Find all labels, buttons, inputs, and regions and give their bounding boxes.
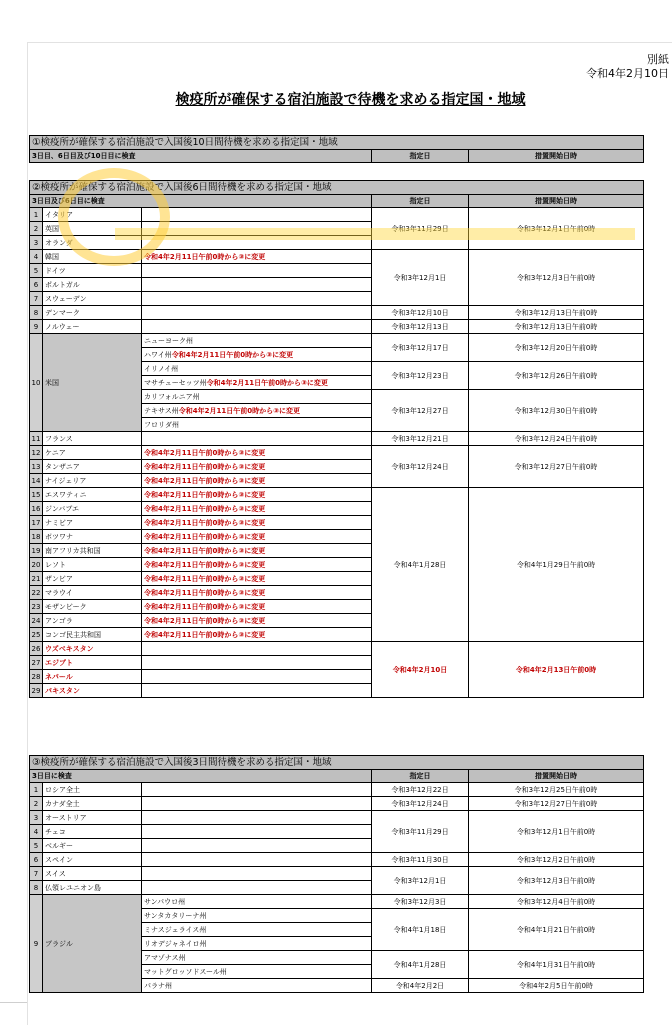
table-row: 26 ウズベキスタン 令和4年2月10日 令和4年2月13日午前0時 xyxy=(30,642,644,656)
table-row: アマゾナス州 令和4年1月28日 令和4年1月31日午前0時 xyxy=(30,951,644,965)
table-row: サンタカタリーナ州 令和4年1月18日 令和4年1月21日午前0時 xyxy=(30,909,644,923)
table-row: 1 ロシア全土 令和3年12月22日 令和3年12月25日午前0時 xyxy=(30,783,644,797)
table-row: テキサス州令和4年2月11日午前0時から③に変更 xyxy=(30,404,644,418)
table-row: 7 スウェーデン xyxy=(30,292,644,306)
table-row: 15 エスワティニ 令和4年2月11日午前0時から③に変更 令和4年1月28日 令和4年1月29日午前0時 xyxy=(30,488,644,502)
table-row: 18 ボツワナ 令和4年2月11日午前0時から③に変更 xyxy=(30,530,644,544)
section1-table xyxy=(29,135,644,163)
header-designated: 指定日 xyxy=(372,195,469,208)
header-designated: 指定日 xyxy=(372,770,469,783)
table-row: 12 ケニア 令和4年2月11日午前0時から③に変更 令和3年12月24日 令和3年12月27日午前0時 xyxy=(30,446,644,460)
table-row: 11 フランス 令和3年12月21日 令和3年12月24日午前0時 xyxy=(30,432,644,446)
section1-test-note: 3日目、6日目及び10日目に検査 xyxy=(30,150,372,163)
table-row: 7 スイス 令和3年12月1日 令和3年12月3日午前0時 xyxy=(30,867,644,881)
header-start: 措置開始日時 xyxy=(469,770,644,783)
table-row: 6 ポルトガル xyxy=(30,278,644,292)
table-row: 5 ドイツ xyxy=(30,264,644,278)
table-row: 20 レソト 令和4年2月11日午前0時から③に変更 xyxy=(30,558,644,572)
table-row: 9 ブラジル サンパウロ州 令和3年12月3日 令和3年12月4日午前0時 xyxy=(30,895,644,909)
table-row: ハワイ州令和4年2月11日午前0時から③に変更 xyxy=(30,348,644,362)
table-row: 28 ネパール xyxy=(30,670,644,684)
table-row: マットグロッソドスール州 xyxy=(30,965,644,979)
section2-table xyxy=(29,180,644,698)
table-row: 10 米国 ニューヨーク州 令和3年12月17日 令和3年12月20日午前0時 xyxy=(30,334,644,348)
table-row: 3 オーストリア 令和3年11月29日 令和3年12月1日午前0時 xyxy=(30,811,644,825)
table-row: 21 ザンビア 令和4年2月11日午前0時から③に変更 xyxy=(30,572,644,586)
document-header xyxy=(586,53,669,81)
table-row: 8 仏領レユニオン島 xyxy=(30,881,644,895)
table-row: 4 チェコ xyxy=(30,825,644,839)
header-designated: 指定日 xyxy=(372,150,469,163)
header-start: 措置開始日時 xyxy=(469,150,644,163)
table-row: 19 南アフリカ共和国 令和4年2月11日午前0時から③に変更 xyxy=(30,544,644,558)
table-row: 22 マラウイ 令和4年2月11日午前0時から③に変更 xyxy=(30,586,644,600)
table-row: イリノイ州 令和3年12月23日 令和3年12月26日午前0時 xyxy=(30,362,644,376)
document-date: 令和4年2月10日 xyxy=(586,67,669,80)
designated-date: 令和3年11月29日 xyxy=(372,208,469,250)
table-row: 23 モザンビーク 令和4年2月11日午前0時から③に変更 xyxy=(30,600,644,614)
section3-title: ③検疫所が確保する宿泊施設で入国後3日間待機を求める指定国・地域 xyxy=(30,756,644,770)
header-start: 措置開始日時 xyxy=(469,195,644,208)
section2-title: ②検疫所が確保する宿泊施設で入国後6日間待機を求める指定国・地域 xyxy=(30,181,644,195)
section3-test-note: 3日目に検査 xyxy=(30,770,372,783)
table-row: 2 英国 xyxy=(30,222,644,236)
document-page xyxy=(27,42,672,1025)
table-row: 25 コンゴ民主共和国 令和4年2月11日午前0時から③に変更 xyxy=(30,628,644,642)
start-datetime: 令和3年12月1日午前0時 xyxy=(469,208,644,250)
table-row: 24 アンゴラ 令和4年2月11日午前0時から③に変更 xyxy=(30,614,644,628)
table-row: 4 韓国 令和4年2月11日午前0時から③に変更 令和3年12月1日 令和3年12月3日午前0時 xyxy=(30,250,644,264)
change-note: 令和4年2月11日午前0時から③に変更 xyxy=(142,250,372,264)
table-row: 6 スペイン 令和3年11月30日 令和3年12月2日午前0時 xyxy=(30,853,644,867)
table-row: マサチューセッツ州令和4年2月11日午前0時から③に変更 xyxy=(30,376,644,390)
table-row: リオデジャネイロ州 xyxy=(30,937,644,951)
table-row: 8 デンマーク 令和3年12月10日 令和3年12月13日午前0時 xyxy=(30,306,644,320)
table-row: 9 ノルウェー 令和3年12月13日 令和3年12月13日午前0時 xyxy=(30,320,644,334)
table-row: 14 ナイジェリア 令和4年2月11日午前0時から③に変更 xyxy=(30,474,644,488)
table-row: 1 イタリア 令和3年11月29日 令和3年12月1日午前0時 xyxy=(30,208,644,222)
table-row: 5 ベルギー xyxy=(30,839,644,853)
table-row: 13 タンザニア 令和4年2月11日午前0時から③に変更 xyxy=(30,460,644,474)
section2-test-note: 3日目及び6日目に検査 xyxy=(30,195,372,208)
table-row: 16 ジンバブエ 令和4年2月11日午前0時から③に変更 xyxy=(30,502,644,516)
table-row: 17 ナミビア 令和4年2月11日午前0時から③に変更 xyxy=(30,516,644,530)
table-row: パラナ州 令和4年2月2日 令和4年2月5日午前0時 xyxy=(30,979,644,993)
table-row: 27 エジプト xyxy=(30,656,644,670)
table-row: ミナスジェライス州 xyxy=(30,923,644,937)
annex-label: 別紙 xyxy=(647,53,669,66)
start-datetime: 令和3年12月3日午前0時 xyxy=(469,250,644,306)
designated-date: 令和3年12月1日 xyxy=(372,250,469,306)
table-row: 29 パキスタン xyxy=(30,684,644,698)
section1-title: ①検疫所が確保する宿泊施設で入国後10日間待機を求める指定国・地域 xyxy=(30,136,644,150)
section3-table xyxy=(29,755,644,993)
table-row: 2 カナダ全土 令和3年12月24日 令和3年12月27日午前0時 xyxy=(30,797,644,811)
table-row: フロリダ州 xyxy=(30,418,644,432)
table-row: 3 オランダ xyxy=(30,236,644,250)
page-title: 検疫所が確保する宿泊施設で待機を求める指定国・地域 xyxy=(175,92,526,108)
table-row: カリフォルニア州 令和3年12月27日 令和3年12月30日午前0時 xyxy=(30,390,644,404)
